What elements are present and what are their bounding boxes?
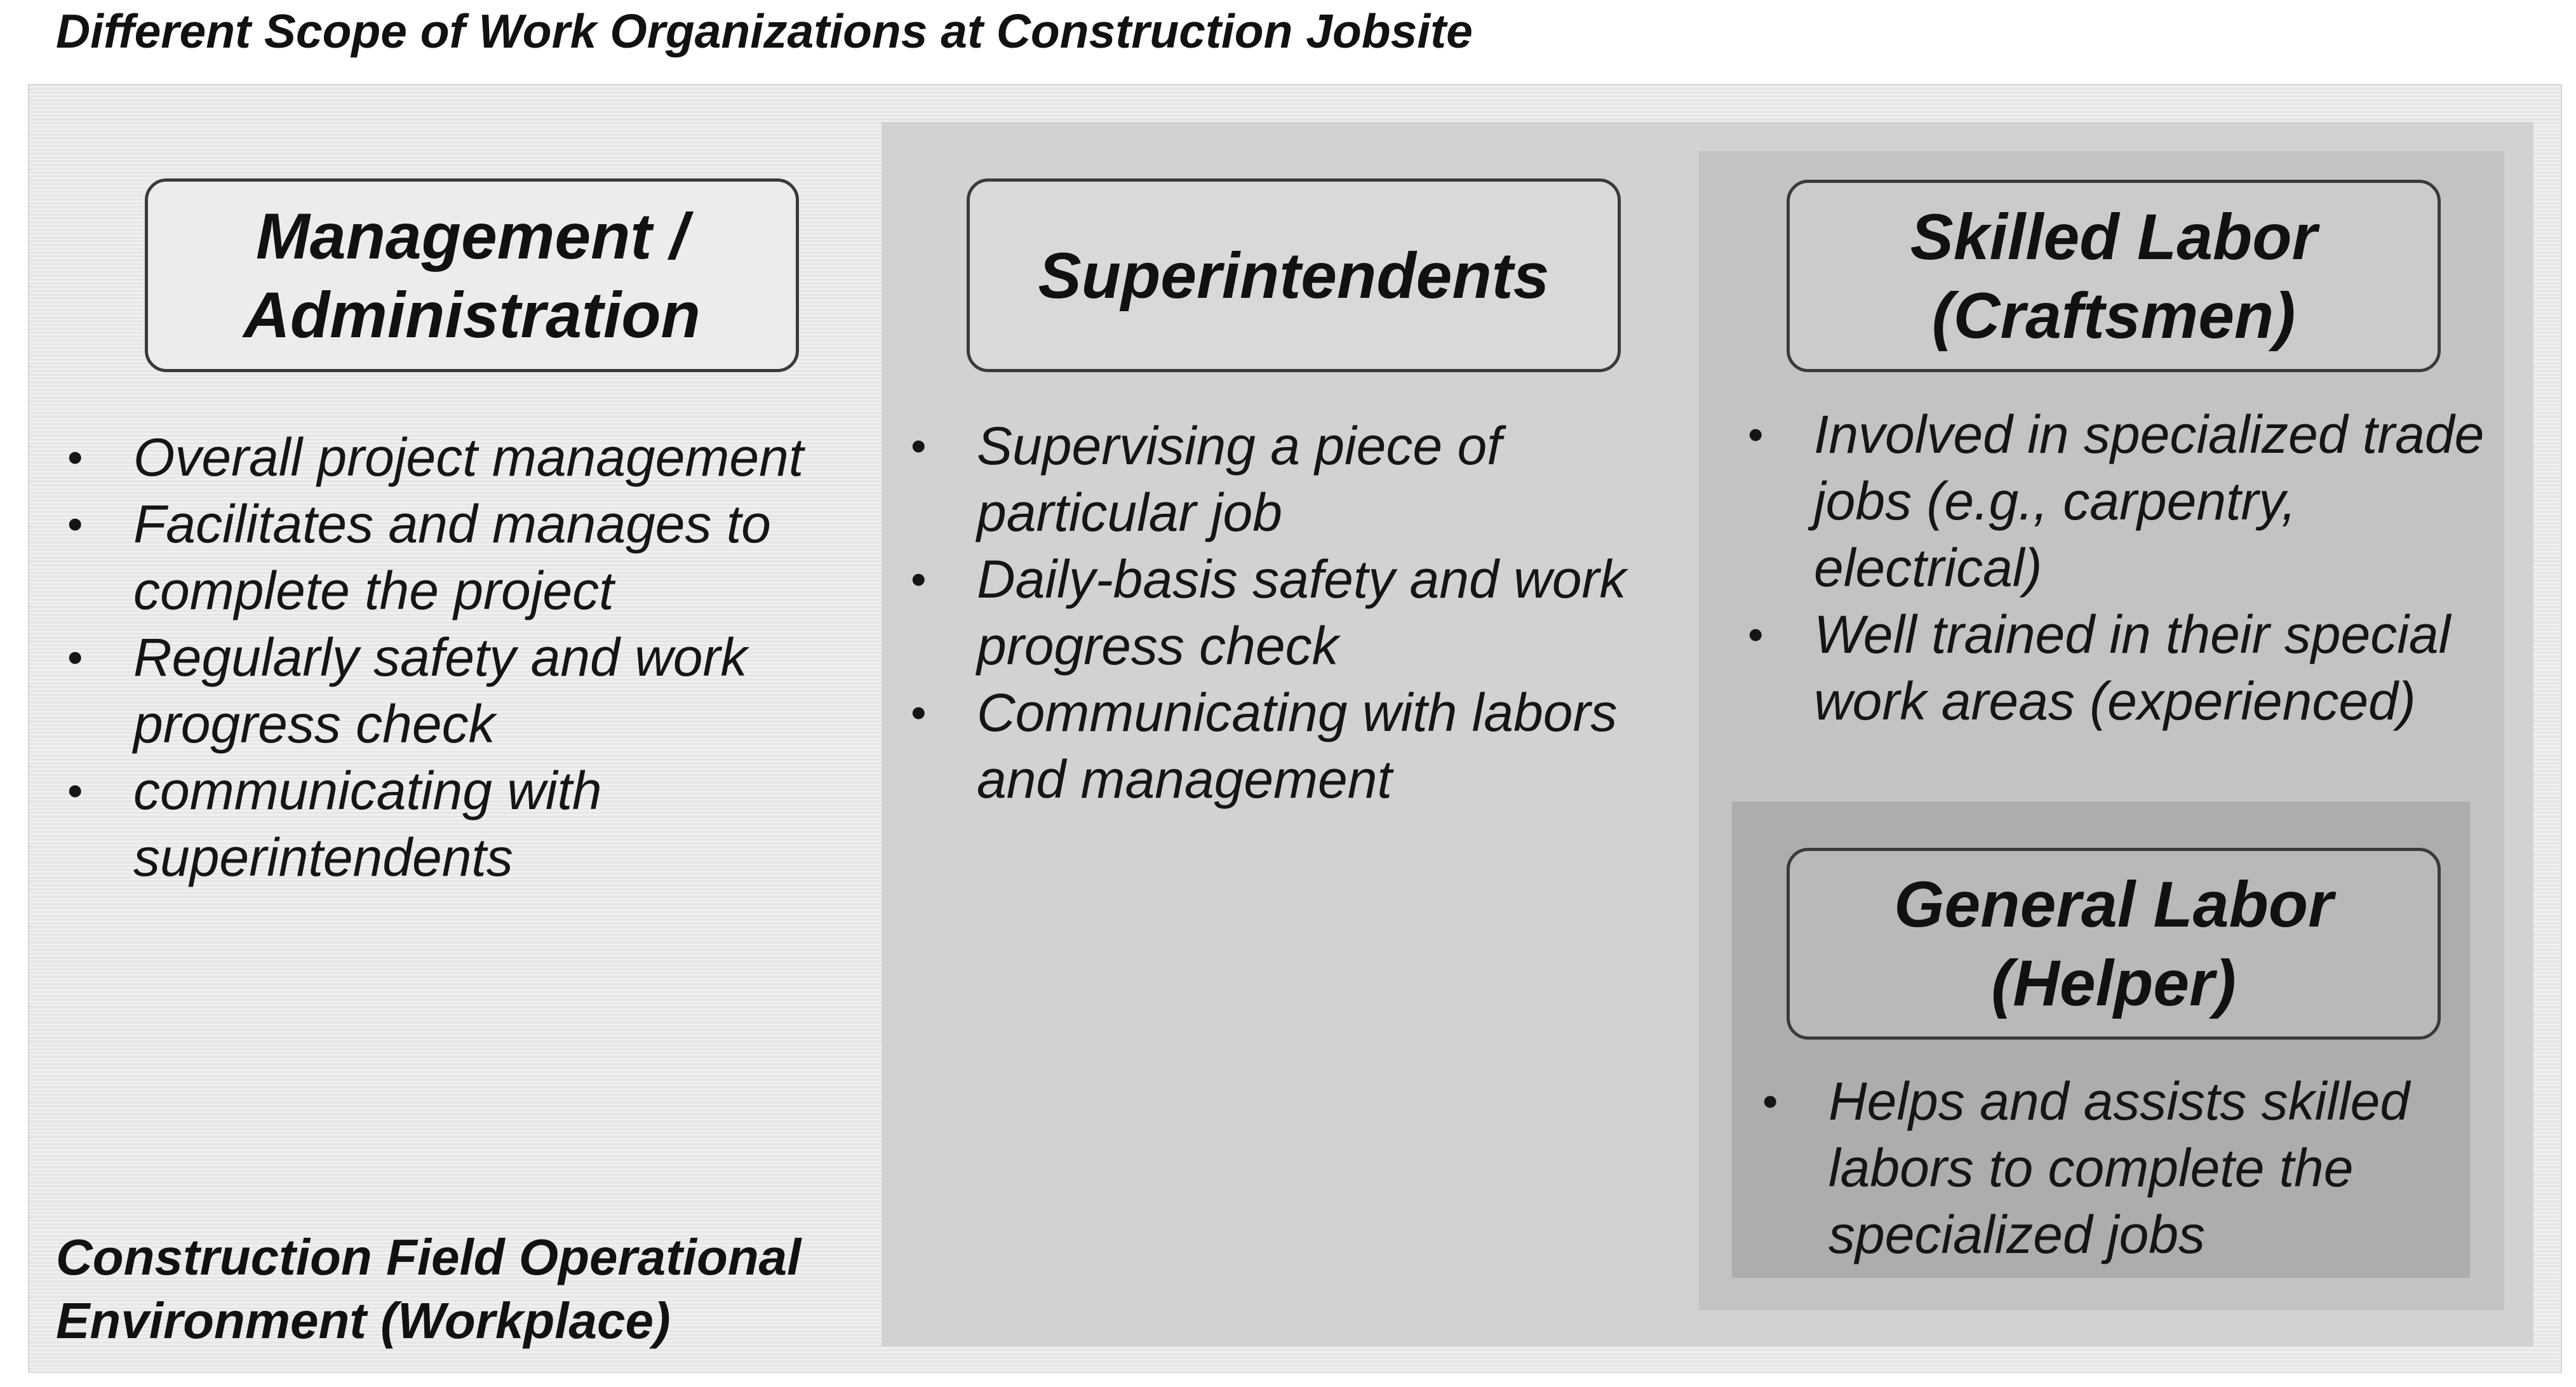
- management-box: [145, 178, 799, 372]
- general-labor-box: [1787, 848, 2441, 1040]
- management-bullet-list: [67, 424, 874, 891]
- list-item: • Facilitates and manages to complete the project: [67, 491, 874, 624]
- superintendents-bullet-list: [911, 413, 1692, 813]
- skilled-labor-label-line2: (Craftsmen): [1931, 279, 2296, 352]
- list-item: • Helps and assists skilled labors to complete the specialized jobs: [1762, 1068, 2467, 1268]
- environment-label: [56, 1226, 801, 1353]
- environment-label-line2: Environment (Workplace): [56, 1292, 671, 1349]
- general-labor-label-line1: General Labor: [1894, 868, 2333, 941]
- list-item: • Supervising a piece of particular job: [911, 413, 1692, 546]
- list-item: • Overall project management: [67, 424, 874, 491]
- superintendents-label: Superintendents: [1038, 239, 1550, 312]
- general-labor-label-line2: (Helper): [1991, 947, 2236, 1019]
- management-label-line1: Management /: [255, 199, 688, 272]
- superintendents-box: [967, 178, 1621, 372]
- list-item: • Involved in specialized trade jobs (e.g., carpentry, electrical): [1748, 401, 2504, 601]
- general-labor-bullet-list: [1762, 1068, 2467, 1268]
- list-item: • Well trained in their special work areas (experienced): [1748, 601, 2504, 735]
- skilled-labor-bullet-list: [1748, 401, 2504, 735]
- diagram-title: Different Scope of Work Organizations at Construction Jobsite: [56, 4, 1473, 58]
- list-item: • communicating with superintendents: [67, 758, 874, 891]
- skilled-labor-label-line1: Skilled Labor: [1910, 200, 2318, 273]
- list-item: • Daily-basis safety and work progress check: [911, 546, 1692, 680]
- skilled-labor-box: [1787, 180, 2441, 372]
- environment-label-line1: Construction Field Operational: [56, 1229, 802, 1285]
- list-item: • Communicating with labors and management: [911, 680, 1692, 813]
- list-item: • Regularly safety and work progress check: [67, 624, 874, 758]
- management-label-line2: Administration: [243, 278, 701, 351]
